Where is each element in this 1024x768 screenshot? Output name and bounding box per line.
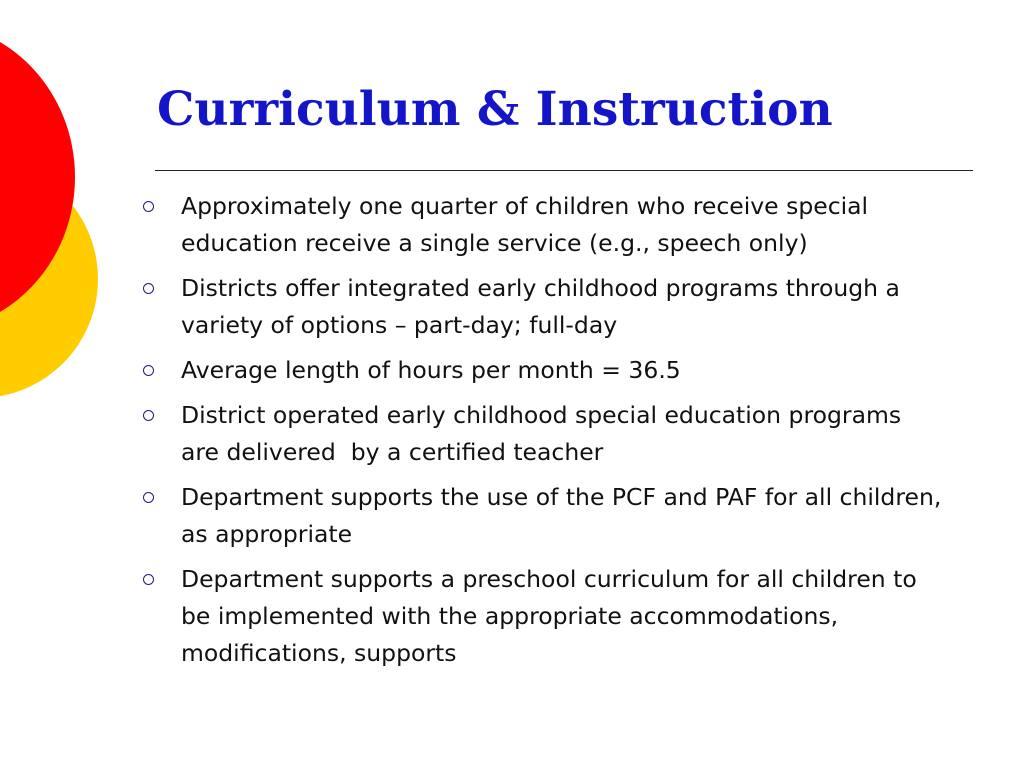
bullet-item	[143, 352, 943, 389]
bullet-item	[143, 188, 943, 262]
slide-title: Curriculum & Instruction	[157, 82, 833, 137]
hollow-circle-bullet-icon	[143, 201, 154, 212]
bullet-item	[143, 397, 943, 471]
hollow-circle-bullet-icon	[143, 492, 154, 503]
bullet-list	[143, 188, 949, 680]
bullet-item	[143, 479, 949, 553]
title-divider	[155, 170, 973, 171]
bullet-text: Districts offer integrated early childhood programs through a variety of options – part-day; full-day	[181, 274, 908, 339]
bullet-item	[143, 561, 943, 672]
bullet-text: Approximately one quarter of children who receive special education receive a single service (e.g., speech only)	[181, 192, 876, 257]
hollow-circle-bullet-icon	[143, 283, 154, 294]
hollow-circle-bullet-icon	[143, 410, 154, 421]
hollow-circle-bullet-icon	[143, 365, 154, 376]
hollow-circle-bullet-icon	[143, 574, 154, 585]
bullet-text: Department supports a preschool curriculum for all children to be implemented with the appropriate accommodations, modifications, supports	[181, 565, 925, 667]
bullet-text: District operated early childhood special education programs are delivered by a certified teacher	[181, 401, 909, 466]
bullet-text: Average length of hours per month = 36.5	[181, 356, 681, 384]
bullet-item	[143, 270, 943, 344]
bullet-text: Department supports the use of the PCF and PAF for all children, as appropriate	[181, 483, 949, 548]
